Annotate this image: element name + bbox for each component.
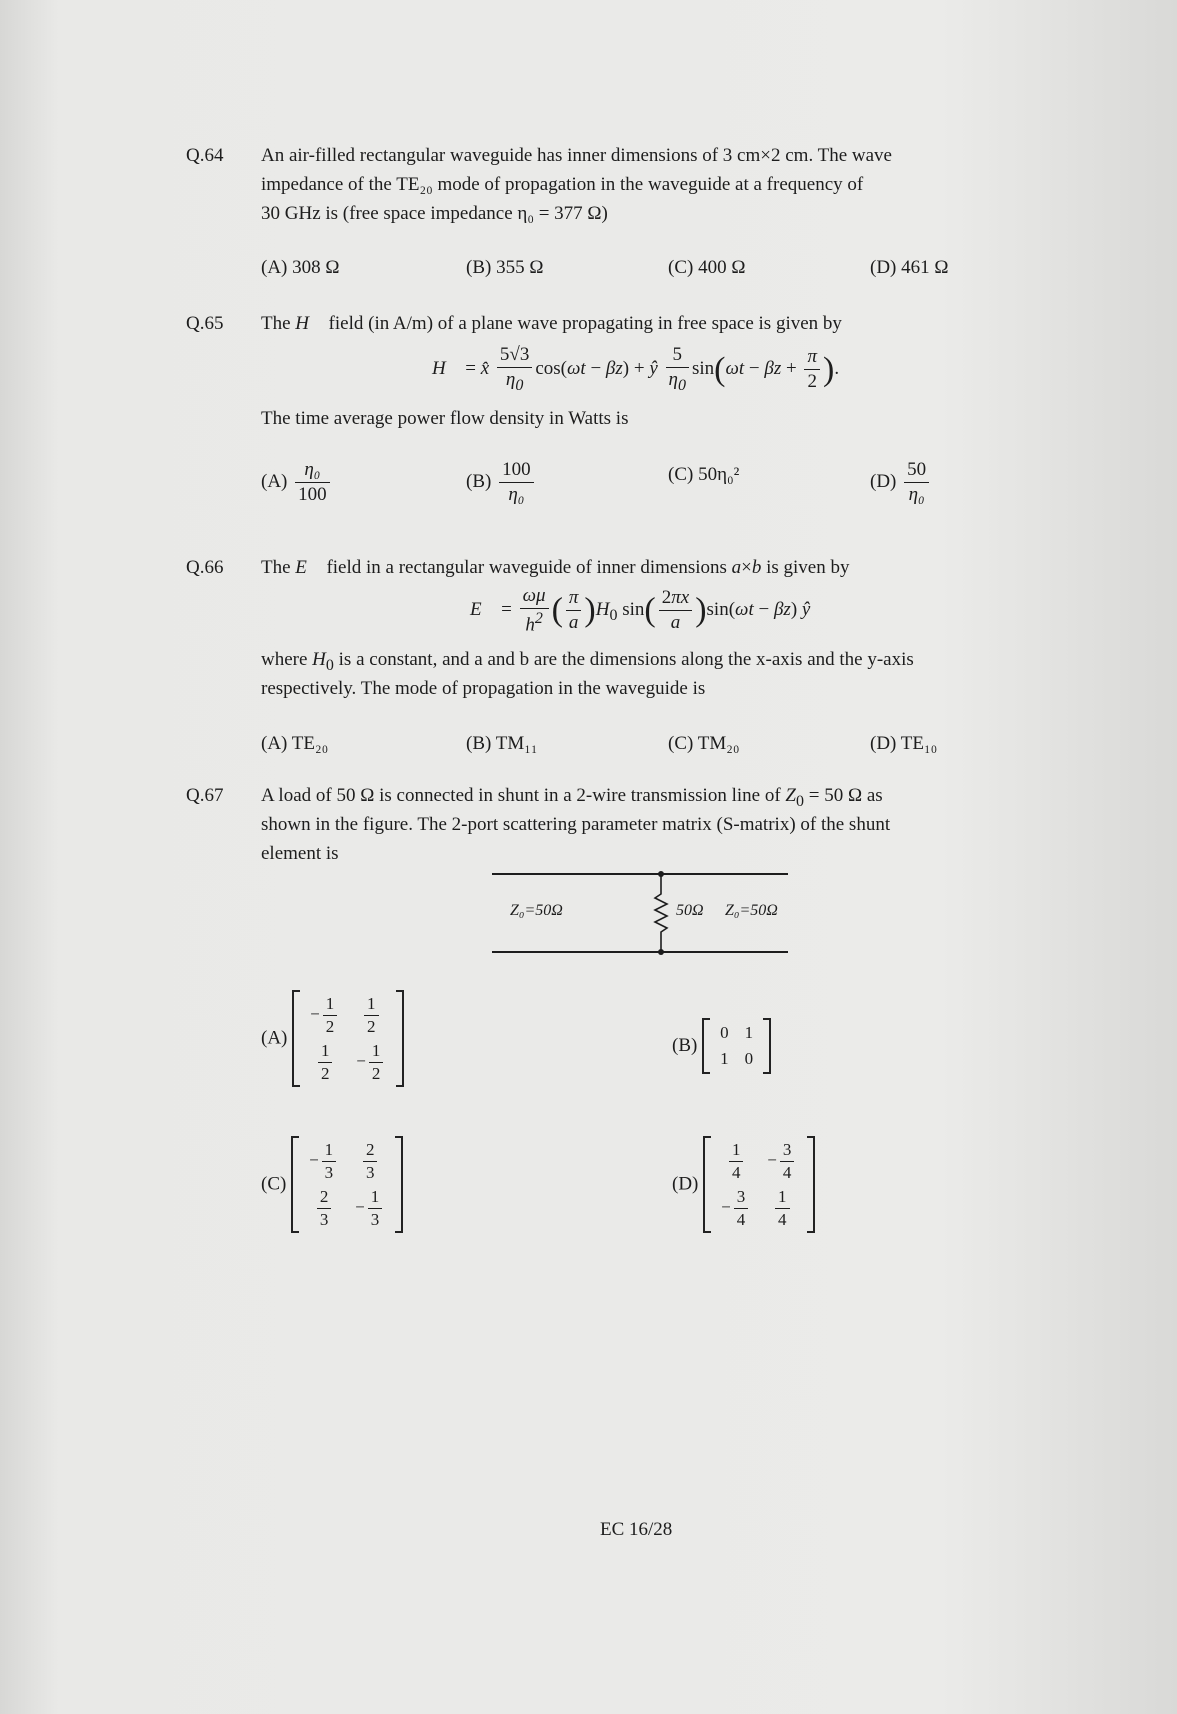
question-number-67: Q.67 bbox=[186, 785, 224, 806]
q65-h-field-equation: H⃗ = x̂ $\frac{5√3}{\eta_0}$ cos(ωt − βz) + ŷ $\frac{5}{\eta_0}$ sin(ωt − βz + $\frac{\pi}{2}$ ). bbox=[432, 344, 840, 394]
q66-option-a[interactable]: (A) TE₂₀ bbox=[261, 733, 329, 754]
q66-e-field-equation: E⃗ = $\frac{\omega\mu}{h^2}$ ( $\frac{\pi}{a}$ )$H_0$ sin( $\frac{2\pi x}{a}$ )sin(ωt − βz) ŷ bbox=[470, 585, 811, 636]
page-footer: EC 16/28 bbox=[600, 1519, 673, 1540]
q64-line-2: impedance of the TE₂₀ mode of propagation in the waveguide at a frequency of bbox=[261, 174, 864, 195]
q67-line-2: shown in the figure. The 2-port scattering parameter matrix (S-matrix) of the shunt bbox=[261, 814, 891, 835]
q67-option-b[interactable]: (B) 0 1 1 0 bbox=[672, 1018, 771, 1074]
q64-line-3: 30 GHz is (free space impedance η₀ = 377 Ω) bbox=[261, 203, 608, 224]
matrix-a: − $\frac{1}{2}$ $\frac{1}{2}$ $\frac{1}{2}$ − $\frac{1}{2}$ bbox=[292, 990, 404, 1087]
q67-line-3: element is bbox=[261, 843, 339, 864]
q66-option-d[interactable]: (D) TE₁₀ bbox=[870, 733, 938, 754]
q66-option-b[interactable]: (B) TM₁₁ bbox=[466, 733, 538, 754]
q67-line-1: A load of 50 Ω is connected in shunt in a 2-wire transmission line of $Z_0 = 50$ Ω as bbox=[261, 785, 883, 810]
q64-option-c[interactable]: (C) 400 Ω bbox=[668, 257, 746, 278]
figure-right-impedance-label: Z₀=50Ω bbox=[725, 902, 778, 919]
matrix-d: $\frac{1}{4}$ − $\frac{3}{4}$ − $\frac{3}{4}$ $\frac{1}{4}$ bbox=[703, 1136, 815, 1233]
question-number-64: Q.64 bbox=[186, 145, 224, 166]
q67-option-c[interactable]: (C) − $\frac{1}{3}$ $\frac{2}{3}$ $\frac{2}{3}$ − $\frac{1}{3}$ bbox=[261, 1136, 403, 1233]
q65-option-b[interactable]: (B) $\frac{100}{\text{η₀}}$ bbox=[466, 460, 537, 505]
figure-load-label: 50Ω bbox=[676, 902, 704, 919]
matrix-c: − $\frac{1}{3}$ $\frac{2}{3}$ $\frac{2}{3}$ − $\frac{1}{3}$ bbox=[291, 1136, 403, 1233]
q65-line-2: The time average power flow density in Watts is bbox=[261, 408, 629, 429]
q66-line-1: The E⃗ field in a rectangular waveguide of inner dimensions a×b is given by bbox=[261, 557, 850, 578]
q64-option-a[interactable]: (A) 308 Ω bbox=[261, 257, 340, 278]
q66-option-c[interactable]: (C) TM₂₀ bbox=[668, 733, 740, 754]
q64-line-1: An air-filled rectangular waveguide has inner dimensions of 3 cm×2 cm. The wave bbox=[261, 145, 892, 166]
matrix-b: 0 1 1 0 bbox=[702, 1018, 771, 1074]
question-number-66: Q.66 bbox=[186, 557, 224, 578]
q66-line-3: respectively. The mode of propagation in the waveguide is bbox=[261, 678, 706, 699]
resistor-zigzag bbox=[655, 874, 667, 952]
q67-option-a[interactable]: (A) − $\frac{1}{2}$ $\frac{1}{2}$ $\frac{1}{2}$ − $\frac{1}{2}$ bbox=[261, 990, 404, 1087]
question-number-65: Q.65 bbox=[186, 313, 224, 334]
q66-line-2: where $H_0$ is a constant, and a and b are the dimensions along the x-axis and the y-axis bbox=[261, 649, 914, 674]
q65-option-d[interactable]: (D) $\frac{50}{\text{η₀}}$ bbox=[870, 460, 932, 505]
q65-option-c[interactable]: (C) 50η₀² bbox=[668, 464, 740, 485]
figure-left-impedance-label: Z₀=50Ω bbox=[510, 902, 563, 919]
q64-option-d[interactable]: (D) 461 Ω bbox=[870, 257, 949, 278]
q64-option-b[interactable]: (B) 355 Ω bbox=[466, 257, 544, 278]
q65-option-a[interactable]: (A) $\frac{\text{η₀}}{100}$ bbox=[261, 460, 333, 505]
q67-option-d[interactable]: (D) $\frac{1}{4}$ − $\frac{3}{4}$ − $\frac{3}{4}$ $\frac{1}{4}$ bbox=[672, 1136, 815, 1233]
shunt-load-figure bbox=[490, 868, 790, 956]
q65-line-1: The H⃗ field (in A/m) of a plane wave propagating in free space is given by bbox=[261, 313, 842, 334]
